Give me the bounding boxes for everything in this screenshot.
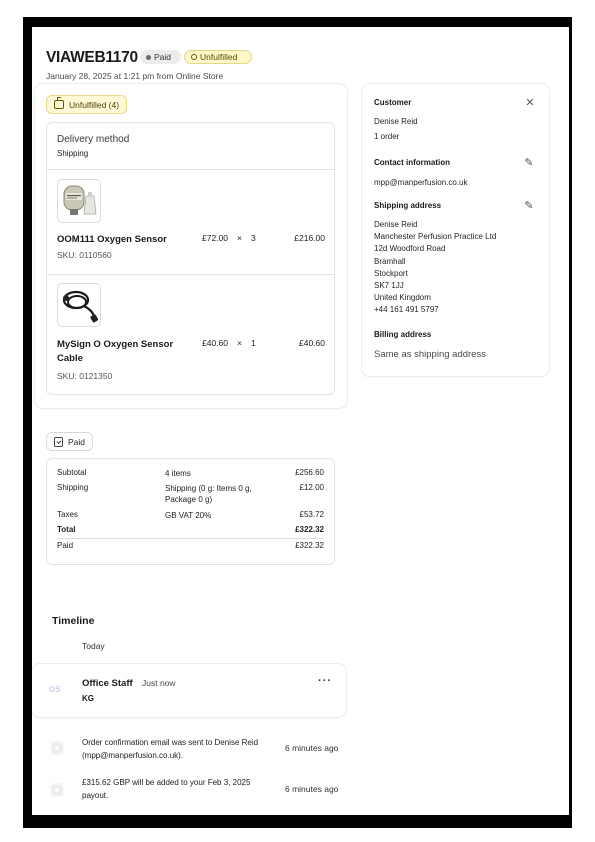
timeline-day-label: Today — [82, 641, 105, 651]
line-item-name[interactable]: OOM111 Oxygen Sensor — [57, 234, 167, 245]
timeline-comment-card — [32, 664, 346, 717]
address-line: Denise Reid — [374, 220, 418, 229]
edit-pencil-icon[interactable]: ✎ — [524, 157, 534, 169]
shipping-address — [374, 219, 496, 317]
row-label: Shipping — [57, 483, 89, 492]
divider — [47, 169, 334, 170]
multiply-sign: × — [237, 233, 242, 243]
address-line: Stockport — [374, 268, 408, 278]
timeline-event-dot-icon — [50, 783, 64, 797]
timeline-event-time[interactable]: 6 minutes ago — [285, 784, 339, 794]
edit-pencil-icon[interactable]: ✎ — [524, 200, 534, 212]
line-item-unit-price: £72.00 — [202, 233, 228, 243]
unfulfilled-pill[interactable] — [46, 95, 127, 114]
order-number: VIAWEB1170 — [46, 49, 138, 66]
address-line: 12d Woodford Road — [374, 244, 446, 254]
address-line: United Kingdom — [374, 293, 431, 303]
contact-info-heading: Contact information — [374, 158, 450, 167]
order-date-source: January 28, 2025 at 1:21 pm from Online Store — [46, 71, 224, 81]
line-item-quantity: 3 — [251, 233, 256, 243]
divider — [47, 274, 334, 275]
billing-address-value: Same as shipping address — [374, 349, 486, 360]
timeline-event-dot-icon — [50, 741, 64, 755]
line-item-total: £216.00 — [294, 233, 325, 243]
row-label: Paid — [57, 541, 74, 550]
comment-time: Just now — [142, 678, 176, 688]
row-amount: £53.72 — [299, 510, 324, 519]
address-line: SK7 1JJ — [374, 281, 404, 291]
row-amount: £256.60 — [295, 468, 324, 477]
address-line: Manchester Perfusion Practice Ltd — [374, 232, 497, 242]
order-page — [32, 27, 569, 815]
sensor-cable-image — [58, 284, 101, 327]
row-detail: Shipping (0 g: Items 0 g, Package 0 g) — [165, 484, 252, 504]
fulfillment-status-label: Unfulfilled — [200, 52, 238, 62]
row-label: Taxes — [57, 510, 78, 519]
package-icon — [54, 100, 64, 109]
unfulfilled-count-label: Unfulfilled (4) — [69, 99, 120, 110]
row-label: Subtotal — [57, 468, 87, 477]
row-detail: 4 items — [165, 469, 191, 478]
status-dot-icon — [146, 55, 151, 60]
customer-order-count[interactable]: 1 order — [374, 132, 400, 141]
divider — [57, 538, 324, 539]
staff-avatar: OS — [49, 685, 61, 694]
product-thumbnail-oxygen-sensor[interactable] — [57, 179, 101, 223]
row-detail: GB VAT 20% — [165, 511, 212, 520]
timeline-event-time[interactable]: 6 minutes ago — [285, 743, 339, 753]
row-amount: £322.32 — [295, 541, 324, 550]
billing-address-heading: Billing address — [374, 330, 432, 339]
customer-card — [362, 84, 549, 376]
line-item-sku: SKU: 0121350 — [57, 371, 113, 381]
fulfillment-card — [35, 84, 347, 408]
status-ring-icon — [191, 54, 197, 60]
line-item-unit-price: £40.60 — [202, 338, 228, 348]
product-thumbnail-sensor-cable[interactable] — [57, 283, 101, 327]
row-amount: £322.32 — [295, 525, 324, 534]
delivery-method-label: Delivery method — [57, 134, 130, 145]
line-item-quantity: 1 — [251, 338, 256, 348]
address-line: +44 161 491 5797 — [374, 305, 439, 315]
customer-heading: Customer — [374, 98, 412, 107]
payment-card — [35, 422, 347, 578]
fulfillment-items-box — [46, 122, 335, 395]
timeline-event-text: £315.62 GBP will be added to your Feb 3, 2025 payout. — [82, 778, 251, 800]
oxygen-sensor-image — [58, 180, 101, 223]
customer-email[interactable]: mpp@manperfusion.co.uk — [374, 178, 468, 187]
delivery-method-value: Shipping — [57, 149, 89, 158]
receipt-check-icon — [54, 437, 63, 447]
line-item-sku: SKU: 0110560 — [57, 250, 112, 260]
comment-author: Office Staff — [82, 678, 133, 689]
shipping-address-heading: Shipping address — [374, 201, 442, 210]
multiply-sign: × — [237, 338, 242, 348]
timeline-event-text: Order confirmation email was sent to Denise Reid (mpp@manperfusion.co.uk). — [82, 738, 259, 760]
timeline-heading: Timeline — [52, 615, 95, 627]
close-icon[interactable]: ✕ — [525, 97, 535, 109]
row-amount: £12.00 — [299, 483, 324, 492]
comment-body: KG — [82, 694, 94, 703]
more-actions-icon[interactable]: ··· — [318, 675, 332, 687]
row-label: Total — [57, 525, 76, 534]
line-item-total: £40.60 — [299, 338, 325, 348]
address-line: Bramhall — [374, 256, 406, 266]
line-item-name[interactable]: MySign O Oxygen Sensor Cable — [57, 339, 174, 364]
payment-status-badge — [140, 50, 181, 64]
payment-status-label: Paid — [154, 52, 172, 62]
paid-pill[interactable] — [46, 432, 93, 451]
customer-name[interactable]: Denise Reid — [374, 117, 418, 126]
paid-pill-label: Paid — [68, 436, 86, 447]
fulfillment-status-badge — [184, 50, 252, 64]
payment-summary-box — [46, 458, 335, 565]
